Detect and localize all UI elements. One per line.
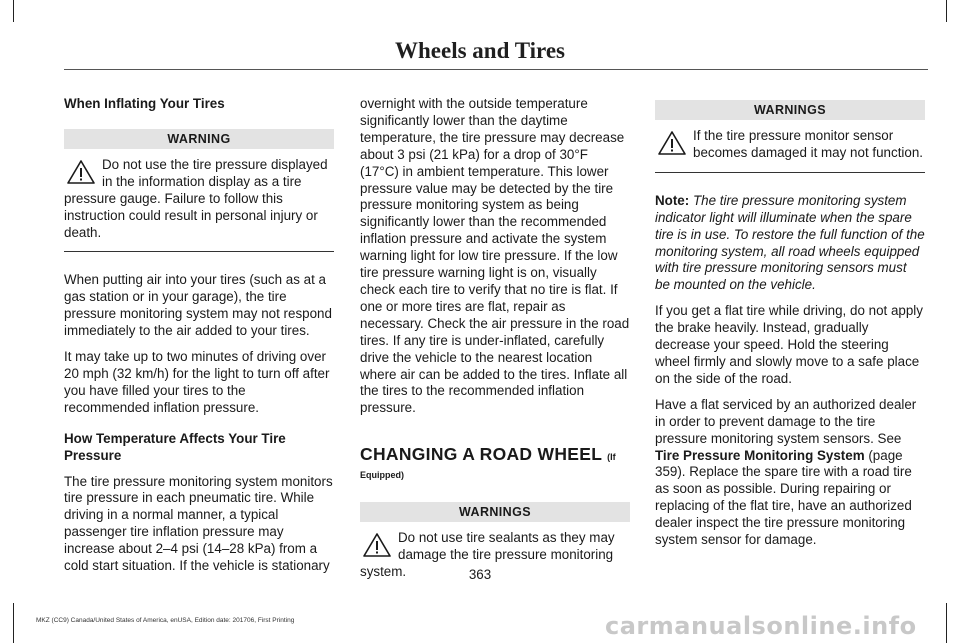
section-heading — [360, 443, 630, 468]
note-label: Note: — [655, 192, 690, 208]
crop-mark — [13, 0, 14, 22]
column-1 — [64, 96, 334, 584]
column-2 — [360, 96, 630, 605]
warning-text: Do not use tire sealants as they may damage the tire pressure monitoring system. — [360, 530, 615, 580]
section-qualifier: (If — [607, 452, 616, 463]
warning-label: WARNING — [64, 129, 334, 149]
note — [655, 193, 925, 294]
watermark: carmanualsonline.info — [605, 612, 917, 640]
paragraph: overnight with the outside temperature significantly lower than the daytime temperature, the tire pressure may decrease about 3 psi (21 kPa) for a drop of 30°F (17°C) in ambient temperature. This lower pressure value may be detected by the tire pressure monitoring system as being significantly lower than the recommended inflation pressure and activate the system warning light for low tire pressure. If the low tire pressure warning light is on, visually check each tire to verify that no tire is flat. If one or more tires are flat, repair as necessary. Check the air pressure in the road tires. If any tire is under-inflated, carefully drive the vehicle to the nearest location where air can be added to the tires. Inflate all the tires to the recommended inflation pressure. — [360, 96, 630, 416]
warning-triangle-icon — [657, 130, 687, 156]
crop-mark — [946, 603, 947, 643]
warning-body — [655, 128, 925, 162]
paragraph-text: Have a flat serviced by an authorized dealer in order to prevent damage to the tire pressure monitoring system sensors. See — [655, 396, 917, 446]
title-divider — [64, 69, 928, 70]
page-title: Wheels and Tires — [395, 38, 565, 63]
paragraph: The tire pressure monitoring system monitors tire pressure in each pneumatic tire. While driving in a normal manner, a typical passenger tire inflation pressure may increase about 2–4 psi (14–28 kPa) from a cold start situation. If the vehicle is stationary — [64, 473, 333, 574]
warning-text: If the tire pressure monitor sensor becomes damaged it may not function. — [693, 128, 924, 160]
page-reference: (page 359). — [655, 447, 903, 480]
paragraph: When putting air into your tires (such as at a gas station or in your garage), the tire pressure monitoring system may not respond immediately to the air added to your tires. — [64, 272, 332, 339]
warnings-label: WARNINGS — [655, 100, 925, 120]
warning-triangle-icon — [362, 532, 392, 558]
warning-text: Do not use the tire pressure displayed in the information display as a tire pressure gauge. Failure to follow this instruction could result in personal injury or death. — [64, 156, 328, 240]
heading-temperature: How Temperature Affects Your Tire Pressure — [64, 430, 286, 463]
edition-footer: MKZ (CC9) Canada/United States of America, enUSA, Edition date: 201706, First Printing — [36, 617, 295, 624]
crop-mark — [946, 0, 947, 22]
warning-triangle-icon — [66, 159, 96, 185]
section-title: CHANGING A ROAD WHEEL — [360, 444, 602, 465]
cross-reference-link[interactable]: Tire Pressure Monitoring System — [655, 447, 865, 463]
crop-mark — [13, 603, 14, 643]
warning-box — [64, 129, 334, 253]
warnings-label: WARNINGS — [360, 502, 630, 522]
section-qualifier: Equipped) — [360, 470, 404, 481]
heading-inflating-tires: When Inflating Your Tires — [64, 96, 225, 111]
paragraph: If you get a flat tire while driving, do not apply the brake heavily. Instead, gradually decrease your speed. Hold the steering wheel firmly and slowly move to a safe place on the side of the road. — [655, 303, 923, 386]
paragraph-text: Replace the spare tire with a road tire as soon as possible. During repairing or replacing of the flat tire, have an authorized dealer inspect the tire pressure monitoring system sensor for damage. — [655, 464, 912, 548]
column-3 — [655, 96, 925, 558]
page-number: 363 — [468, 567, 492, 582]
paragraph — [655, 397, 925, 549]
warning-body — [64, 157, 334, 242]
paragraph: It may take up to two minutes of driving over 20 mph (32 km/h) for the light to turn off after you have filled your tires to the recommended inflation pressure. — [64, 349, 330, 415]
warning-box — [655, 100, 925, 173]
note-text: The tire pressure monitoring system indicator light will illuminate when the spare tire is in use. To restore the full function of the monitoring system, all road wheels equipped with tire pressure monitoring sensors must be mounted on the vehicle. — [655, 192, 925, 293]
